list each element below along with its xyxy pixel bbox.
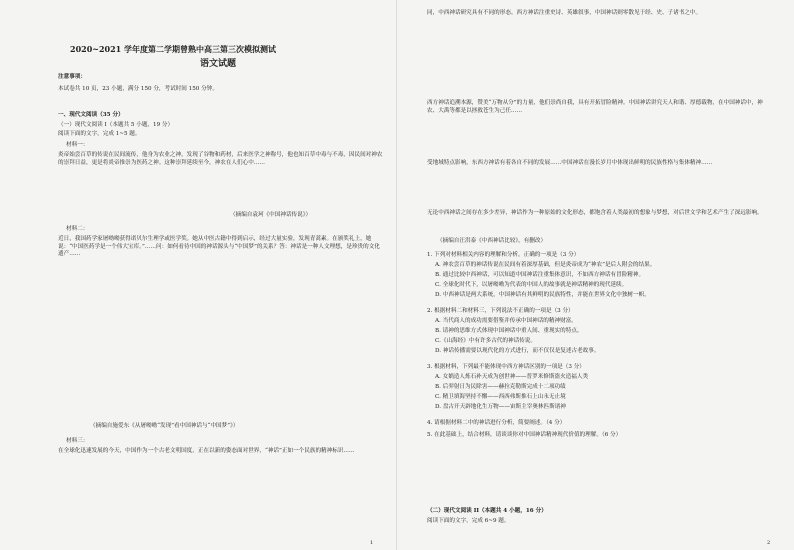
material-2-label: 材料二： — [66, 226, 89, 232]
material-3-label: 材料三： — [66, 438, 89, 444]
material-1-text: 炎帝始尝百草的传说在民间流传，他身为农业之神，发现了谷物和药材，后来医学之神称号，他也知百草中毒与不毒，因民间对神农的崇拜日益，更是将炎帝推崇为医药之神。这种崇拜延续至今，神农在人们心中…… — [58, 152, 383, 166]
notice-heading: 注意事项： — [58, 74, 86, 80]
question-3: 3. 根据材料，下列最不能体现中西方神话区别的一项是（3 分） — [427, 364, 585, 370]
notice-text: 本试卷共 10 页，23 小题，满分 150 分，考试时间 150 分钟。 — [58, 86, 218, 92]
option-1c: C. 全球化时代下，以屠呦呦为代表的中国人的故事就是神话精神的现代延续。 — [435, 282, 628, 288]
material-2-source: （摘编自施爱东《从屠呦呦“发现”看中国神话与“中国梦”》） — [90, 423, 239, 429]
exam-subtitle: 语文试题 — [200, 59, 237, 69]
paragraph: 无论中西神话之间存在多少差异，神话作为一种原始的文化形态，都饱含着人类最初的想象与梦想，对后世文学和艺术产生了深远影响。 — [427, 210, 763, 216]
option-1d: D. 中西神话是两大系统，中国神话有其鲜明的民族特性，并能在世界文化中独树一帜。 — [435, 292, 650, 298]
question-5: 5. 在此基础上，结合材料，请谈谈你对中国神话精神现代价值的理解。（6 分） — [427, 432, 622, 438]
exam-title: 2020~2021 学年度第二学期曾熟中高三第三次模拟测试 — [70, 44, 277, 54]
question-2: 2. 根据材料二和材料三，下列说法不正确的一项是（3 分） — [427, 308, 574, 314]
material-1-source: （摘编自袁珂《中国神话传说》） — [230, 212, 312, 218]
article-source: （摘编自汪洪泰《中西神话比较》，有删改） — [437, 238, 547, 244]
material-1-label: 材料一： — [66, 142, 89, 148]
material-2-text: 近日，我国药学家屠呦呦获得诺贝尔生理学或医学奖。她从中医古籍中得到启示，经过大量实验，发现青蒿素。在颁奖礼上，她说：“中国医药学是一个伟大宝库。”……问：如何看待中国的神话源头与“中国梦”的关系？答：神话是一种人文理想，是珍贵的文化遗产…… — [58, 236, 380, 258]
page-number: 2 — [767, 540, 771, 546]
option-3d: D. 盘古开天辟地化生万物——宙斯主宰奥林匹斯诸神 — [435, 404, 566, 410]
right-page — [397, 0, 794, 550]
instruction-2: 阅读下面的文字，完成 6~9 题。 — [427, 518, 510, 524]
option-3b: B. 后羿射日为民除害——赫拉克勒斯完成十二项功绩 — [435, 384, 566, 390]
option-1b: B. 通过比较中西神话，可以知道中国神话注重集体意识，不如西方神话有冒险精神。 — [435, 272, 645, 278]
section-1-heading: 一、现代文阅读（35 分） — [58, 112, 124, 118]
option-2b: B. 请神的思维方式体现中国神话中重人间、重现实的特点。 — [435, 328, 583, 334]
paragraph: 同，中西神话研究具有不同的形态。西方神话注重史诗、英雄叙事，中国神话则零散见于经、史、子诸书之中。 — [427, 10, 702, 16]
paragraph: 受地域特点影响，东西方神话有着各自不同的发展……中国神话在漫长岁月中体现出鲜明的民族性格与集体精神…… — [427, 160, 713, 166]
instruction: 阅读下面的文字，完成 1~5 题。 — [58, 131, 141, 137]
option-3a: A. 女娲造人炼石补天成为创世神——普罗米修斯盗火造福人类 — [435, 374, 589, 380]
subsection-2-heading: （二）现代文阅读 II（本题共 4 小题，16 分） — [427, 508, 547, 514]
option-1a: A. 神农尝百草的神话传说在民间有着深厚基础，但是炎帝成为“神农”是后人附会的结果。 — [435, 262, 656, 268]
option-2d: D. 神话传播需要以现代化的方式进行，而不仅仅是复述古老故事。 — [435, 348, 600, 354]
page-number: 1 — [370, 540, 374, 546]
question-4: 4. 请根据材料二中的神话进行分析，简要阐述。（4 分） — [427, 420, 566, 426]
option-2c: C.《山海经》中有许多古代的神话传说。 — [435, 338, 536, 344]
subsection-1-heading: （一）现代文阅读 I（本题共 5 小题，19 分） — [58, 122, 174, 128]
paragraph: 西方神话追溯本源，赞美“万物从分”的力量，他们崇尚自我，具有开拓冒险精神。中国神话讲究天人和谐、厚德载物，在中国神话中，神农、大禹等都是以拯救苍生为己任…… — [427, 100, 763, 114]
material-3-text: 在全球化迅速发展的今天，中国作为一个古老文明国度，正在以新的姿态面对世界，“神话”正如一个民族的精神标识…… — [58, 448, 355, 454]
option-3c: C. 精卫填海坚持不懈——西西弗斯推石上山永无止境 — [435, 394, 566, 400]
option-2a: A. 当代商人的成功需要借鉴并传承中国神话的精神财富。 — [435, 318, 577, 324]
question-1: 1. 下列对材料相关内容的理解和分析，正确的一项是（3 分） — [427, 252, 580, 258]
